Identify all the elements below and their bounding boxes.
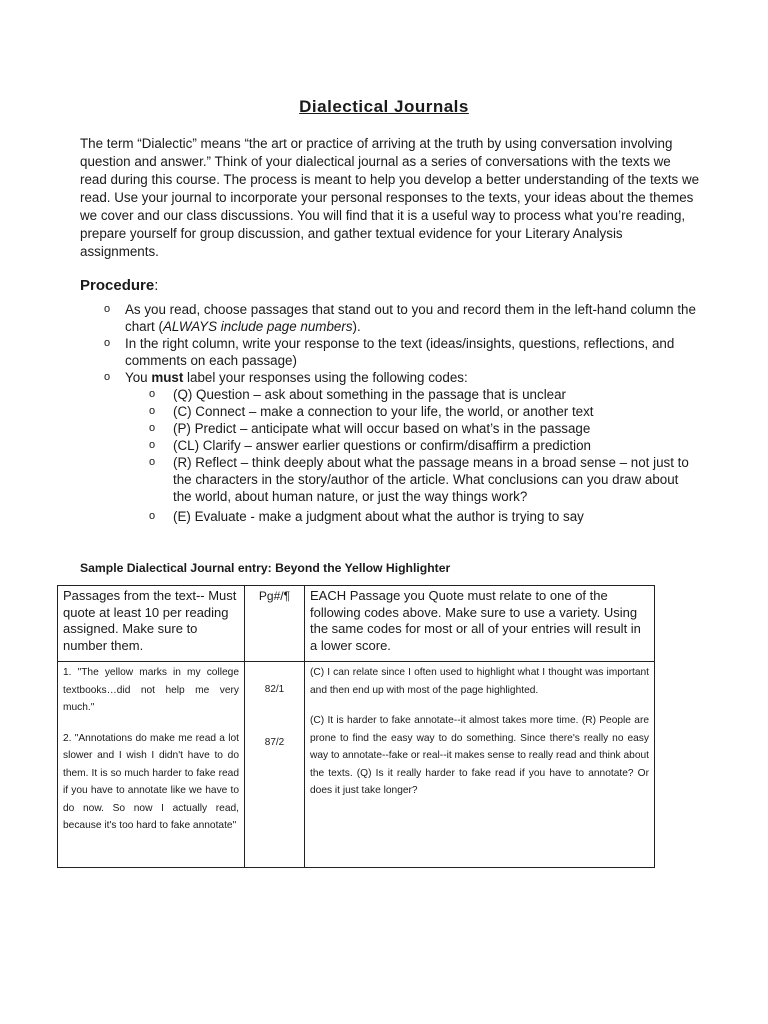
entry-page: 82/1: [264, 684, 285, 695]
procedure-heading-text: Procedure: [80, 277, 155, 294]
code-list: [125, 386, 700, 525]
code-item: o (CL) Clarify – answer earlier questions or confirm/disaffirm a prediction: [149, 437, 700, 454]
entry-response: (C) It is harder to fake annotate--it almost takes more time. (R) People are prone to find the easy way to do something. Since there's really no easy way to annotate--fake or real--it makes sense to really read and think about the texts. (Q) Is it really harder to fake read if you have to annotate? Or does it just take longer?: [310, 715, 649, 796]
table-header-row: [58, 586, 655, 662]
page-title: Dialectical Journals: [299, 97, 469, 116]
sample-heading: Sample Dialectical Journal entry: Beyond the Yellow Highlighter: [80, 561, 451, 575]
procedure-item: o As you read, choose passages that stand out to you and record them in the left-hand column the chart (ALWAYS include page numbers).: [104, 301, 700, 335]
entry-page: 87/2: [264, 736, 285, 748]
procedure-heading: Procedure:: [80, 277, 159, 294]
response-cell: [305, 662, 655, 868]
table-row: [58, 662, 655, 868]
must-emphasis: must: [151, 370, 184, 385]
code-item: o (E) Evaluate - make a judgment about what the author is trying to say: [149, 508, 700, 525]
entry-quote: 2. "Annotations do make me read a lot slower and I wish I didn't have to do them. It is so much harder to fake read if you have to annotate like we have to do now. So now I actually read, because it's too hard to fake annotate": [63, 732, 239, 831]
header-passage: Passages from the text-- Must quote at least 10 per reading assigned. Make sure to number them.: [58, 586, 245, 662]
page-cell: [245, 662, 305, 868]
code-item: o (R) Reflect – think deeply about what the passage means in a broad sense – not just to the characters in the story/author of the article. What conclusions can you draw about the world, about human nature, or just the way things work?: [149, 454, 700, 505]
page-numbers-emphasis: ALWAYS include page numbers: [162, 319, 353, 334]
journal-table: [57, 585, 655, 868]
code-item: o (Q) Question – ask about something in the passage that is unclear: [149, 386, 700, 403]
procedure-list: [104, 301, 700, 525]
header-response: EACH Passage you Quote must relate to one of the following codes above. Make sure to use a variety. Using the same codes for most or all of your entries will result in a lower score.: [305, 586, 655, 662]
header-page: Pg#/¶: [245, 586, 305, 662]
quote-cell: [58, 662, 245, 868]
entry-quote: 1. "The yellow marks in my college textbooks…did not help me very much.": [63, 667, 239, 713]
intro-paragraph: The term “Dialectic” means “the art or practice of arriving at the truth by using conversation involving question and answer.” Think of your dialectical journal as a series of conversations with the texts we read during this course. The process is meant to help you develop a better understanding of the texts we read. Use your journal to incorporate your personal responses to the texts, your ideas about the themes we cover and our class discussions. You will find that it is a useful way to process what you’re reading, prepare yourself for group discussion, and gather textual evidence for your Literary Analysis assignments.: [80, 136, 700, 259]
procedure-item: o In the right column, write your response to the text (ideas/insights, questions, reflections, and comments on each passage): [104, 335, 700, 369]
entry-response: (C) I can relate since I often used to highlight what I thought was important and then end up with most of the page highlighted.: [310, 667, 649, 696]
procedure-item: o You must label your responses using the following codes: o (Q) Question – ask about something in the passage that is unclear o (C) Connect – make a connection to your life, the world, or another text o (P) Predict – anticipate what will occur based on what’s in the passage o (CL) Clarify – answer earlier questions or confirm/disaffirm a prediction o (R) Reflect – think deeply about what the passage means in a broad sense – not just to the characters in the story/author of the article. What conclusions can you draw about the world, about human nature, or just the way things work? o (E) Evaluate - make a judgment about what the author is trying to say: [104, 369, 700, 525]
code-item: o (C) Connect – make a connection to your life, the world, or another text: [149, 403, 700, 420]
code-item: o (P) Predict – anticipate what will occur based on what’s in the passage: [149, 420, 700, 437]
